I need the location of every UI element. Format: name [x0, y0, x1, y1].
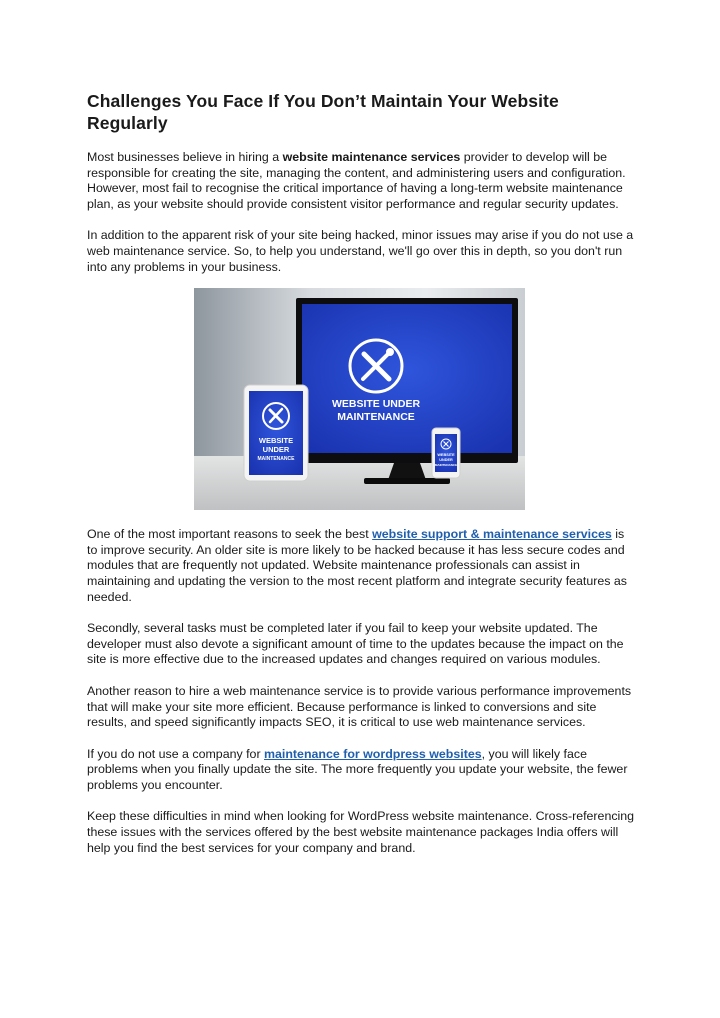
paragraph-wordpress	[87, 747, 635, 794]
paragraph-risks: In addition to the apparent risk of your site being hacked, minor issues may arise if you do not use a web maintenance service. So, to help you understand, we'll go over this in depth, so you don't run into any problems in your business.	[87, 228, 634, 274]
link-maintenance-wordpress[interactable]: maintenance for wordpress websites	[264, 746, 482, 761]
paragraph-conclusion: Keep these difficulties in mind when looking for WordPress website maintenance. Cross-referencing these issues with the services offered by the best website maintenance packages India offers will help you find the best services for your company and brand.	[87, 809, 635, 855]
tablet-text-line1: WEBSITE	[258, 436, 294, 446]
phone-text-line3: MAINTENANCE	[434, 463, 458, 468]
bold-phrase: website maintenance services	[282, 150, 461, 164]
paragraph-updates: Secondly, several tasks must be completed later if you fail to keep your website updated. The developer must also devote a significant amount of time to the updates because the impact on the site is more effective due to the increased updates and changes required on various modules.	[87, 621, 624, 667]
monitor-text-line1: WEBSITE UNDER	[331, 398, 421, 411]
paragraph-intro-text-1: Most businesses believe in hiring a	[87, 150, 283, 164]
paragraph-security-text-2: is to improve security. An older site is more likely to be hacked because it has less secure codes and modules that are frequently not updated. Website maintenance professionals can assist in maintaining and updating the version to the most recent platform and integrate security features as needed.	[87, 527, 627, 604]
article-title: Challenges You Face If You Don’t Maintain Your Website Regularly	[87, 91, 559, 133]
maintenance-illustration	[194, 288, 525, 510]
tablet-text-line3: MAINTENANCE	[257, 456, 295, 463]
paragraph-performance: Another reason to hire a web maintenance service is to provide various performance improvements that will make your site more efficient. Because performance is linked to conversions and site results, and speed significantly impacts SEO, it is critical to use web maintenance services.	[87, 683, 632, 730]
paragraph-intro-text-2: provider to develop will be responsible for creating the site, managing the content, and administering users and configuration. However, most fail to recognise the critical importance of having a long-term website maintenance plan, as your website should provide consistent visitor performance and regular security updates.	[87, 150, 626, 211]
monitor-screen	[302, 304, 512, 453]
article	[87, 90, 635, 856]
tablet-text-line2: UNDER	[262, 445, 290, 455]
link-website-support-maintenance[interactable]: website support & maintenance services	[372, 527, 612, 542]
phone-text-line1: WEBSITE	[437, 453, 455, 458]
maintenance-illustration-svg	[194, 288, 525, 510]
paragraph-wordpress-text-1: If you do not use a company for	[87, 746, 265, 761]
phone-text-line2: UNDER	[439, 458, 453, 463]
paragraph-security	[87, 527, 635, 605]
paragraph-wordpress-text-2: , you will likely face problems when you finally update the site. The more frequently you update your website, the fewer problems you encounter.	[87, 746, 628, 792]
monitor-text-line2: MAINTENANCE	[337, 411, 415, 424]
paragraph-security-text-1: One of the most important reasons to seek the best	[87, 527, 373, 542]
paragraph-intro	[87, 150, 635, 212]
